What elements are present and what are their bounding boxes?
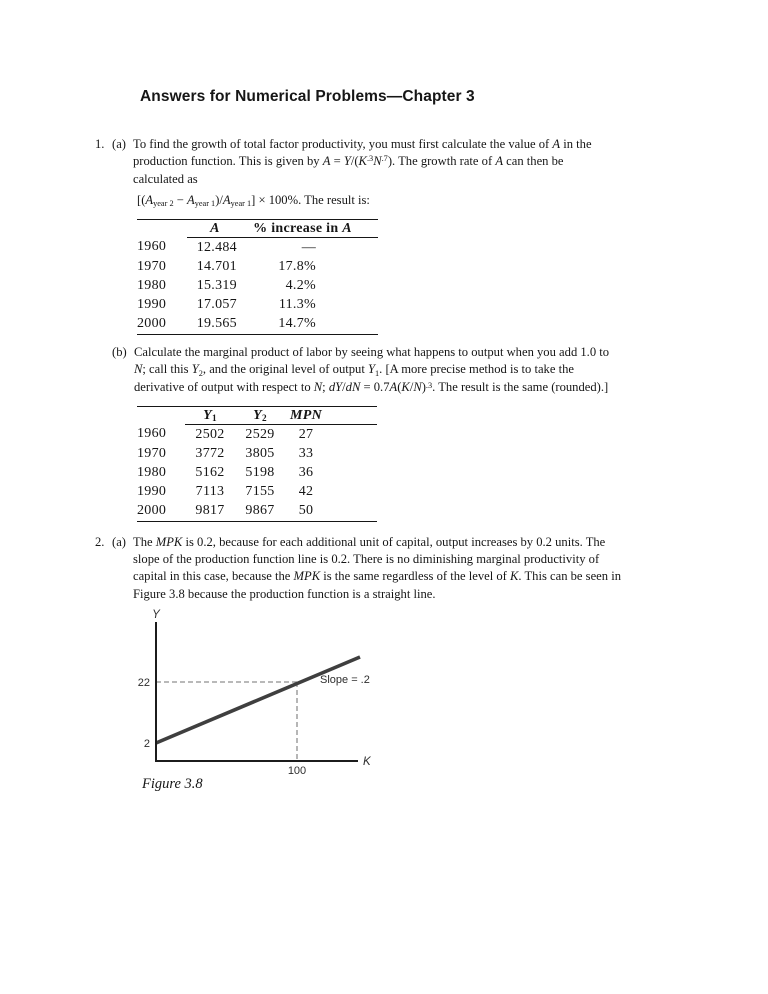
- tfp-growth-table: [137, 219, 378, 335]
- table-row: [137, 315, 378, 335]
- table-cell: 27: [298, 426, 314, 442]
- table-row: [137, 257, 378, 276]
- table-row: [137, 444, 377, 463]
- table-cell: 1970: [137, 258, 167, 274]
- figure-caption: Figure 3.8: [142, 776, 203, 792]
- table-cell: 42: [298, 484, 314, 500]
- table-cell: 2502: [195, 426, 225, 442]
- table-cell: 9867: [245, 503, 275, 519]
- table-cell: 5198: [245, 464, 275, 480]
- table-cell: 1960: [137, 239, 167, 255]
- table-row: [137, 425, 377, 445]
- table-cell: 14.701: [196, 258, 237, 274]
- table-header-row: [137, 220, 378, 238]
- y-tick-2: 2: [143, 738, 150, 750]
- table-cell: 1990: [137, 484, 167, 500]
- table-cell: —: [301, 239, 316, 255]
- table-cell: 14.7%: [278, 316, 316, 332]
- table-cell: 1990: [137, 297, 167, 313]
- table-cell: 36: [298, 464, 314, 480]
- table-row: [137, 502, 377, 522]
- table-cell: 11.3%: [278, 297, 316, 313]
- table-cell: 3772: [195, 445, 225, 461]
- table-cell: 3805: [245, 445, 275, 461]
- table-cell: 1980: [137, 277, 167, 293]
- table-cell: 17.057: [196, 297, 237, 313]
- a-column-header: A: [187, 220, 243, 238]
- table-row: [137, 483, 377, 502]
- year-column-header: [137, 220, 187, 238]
- x-tick-100: 100: [287, 765, 307, 777]
- y2-column-header: $Y_2$: [235, 407, 285, 425]
- table-cell: 33: [298, 445, 314, 461]
- y1-column-header: $Y_1$: [185, 407, 235, 425]
- table-header-row: [137, 407, 377, 425]
- table-row: [137, 463, 377, 482]
- tfp-table-body: [137, 238, 378, 335]
- problem-2-number: 2.: [95, 535, 105, 549]
- table-cell: 19.565: [196, 316, 237, 332]
- table-cell: 15.319: [196, 277, 237, 293]
- table-cell: 1980: [137, 464, 167, 480]
- y-axis-label: Y: [152, 609, 160, 621]
- pct-increase-column-header: % increase in A: [243, 220, 378, 238]
- table-cell: 12.484: [196, 239, 237, 255]
- growth-rate-formula: $[(A_{year 2} - A_{year 1})/A_{year 1}] \times 100\%$. The result is:: [137, 193, 370, 209]
- table-cell: 1970: [137, 445, 167, 461]
- table-row: [137, 238, 378, 258]
- problem-1a-text: To find the growth of total factor productivity, you must first calculate the value of A in the production function. This is given by $A = Y/(K^{.3}N^{.7})$. The growth rate of A can then be calculated as: [133, 137, 592, 187]
- table-cell: 7155: [245, 484, 275, 500]
- table-cell: 1960: [137, 426, 167, 442]
- problem-2a-text: The MPK is 0.2, because for each additional unit of capital, output increases by 0.2 units. The slope of the production function line is 0.2. There is no diminishing marginal productivity of capital in this case, because the MPK is the same regardless of the level of K. This can be seen in Figure 3.8 because the production function is a straight line.: [133, 535, 621, 601]
- year-column-header: [137, 407, 185, 425]
- problem-1b-text: Calculate the marginal product of labor by seeing what happens to output when you add 1.0 to N; call this $Y_2$, and the original level of output $Y_1$. [A more precise method is to take the derivative of output with respect to N; $dY/dN = 0.7A(K/N)^{.3}$. The result is the same (rounded).]: [134, 345, 610, 395]
- table-cell: 50: [298, 503, 314, 519]
- table-cell: 5162: [195, 464, 225, 480]
- table-cell: 9817: [195, 503, 225, 519]
- table-cell: 2000: [137, 316, 167, 332]
- y-tick-22: 22: [137, 677, 150, 689]
- slope-annotation: Slope = .2: [320, 674, 370, 686]
- mpn-table-body: [137, 425, 377, 522]
- table-row: [137, 276, 378, 295]
- mpn-table: [137, 406, 377, 522]
- table-cell: 17.8%: [278, 258, 316, 274]
- table-cell: 4.2%: [285, 277, 316, 293]
- problem-1a-label: (a): [112, 137, 126, 151]
- table-cell: 2529: [245, 426, 275, 442]
- x-axis-label: K: [363, 756, 371, 768]
- problem-1-number: 1.: [95, 137, 105, 151]
- production-function-line: [156, 657, 360, 743]
- table-row: [137, 296, 378, 315]
- table-cell: 7113: [195, 484, 225, 500]
- problem-2a-label: (a): [112, 535, 126, 549]
- mpn-column-header: MPN: [285, 407, 377, 425]
- page-title: Answers for Numerical Problems—Chapter 3: [140, 88, 475, 105]
- figure-3-8-chart: [120, 606, 382, 798]
- problem-1b-label: (b): [112, 345, 127, 359]
- table-cell: 2000: [137, 503, 167, 519]
